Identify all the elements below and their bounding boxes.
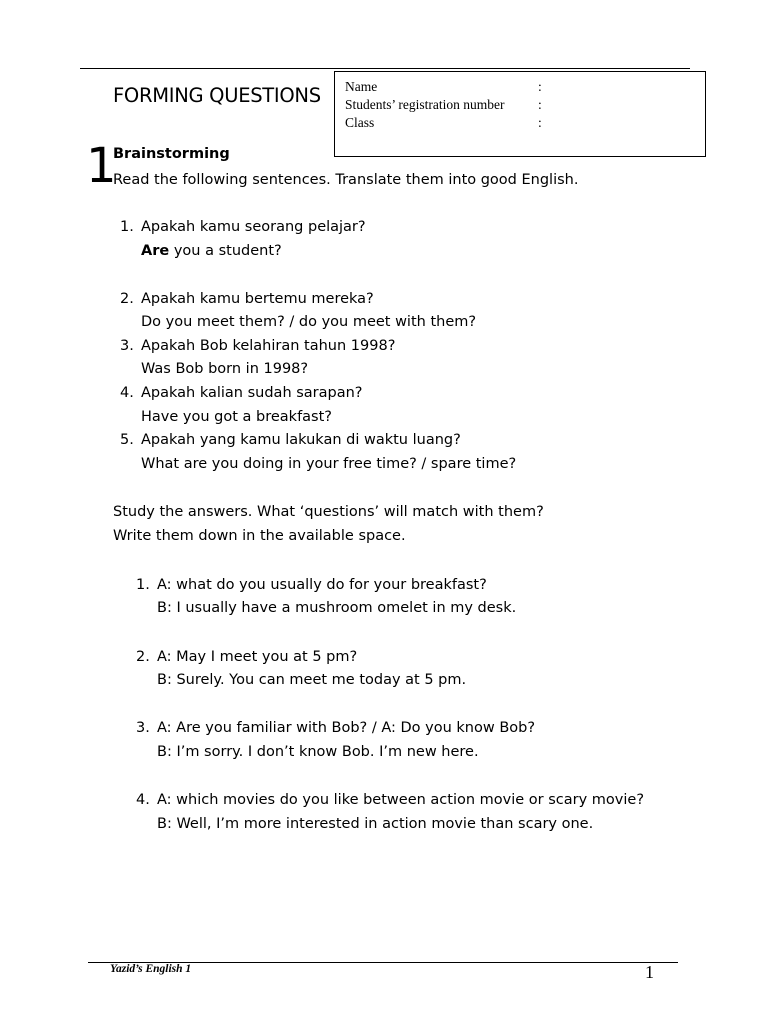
study-instruction-line: Write them down in the available space. [113, 528, 406, 544]
dialogue-answer: B: Well, I’m more interested in action movie than scary one. [157, 816, 594, 832]
info-colon: : [538, 97, 542, 112]
item-source: Apakah kamu seorang pelajar? [141, 219, 366, 235]
section-number: 1 [86, 138, 115, 194]
item-answer [141, 241, 282, 261]
item-answer: Was Bob born in 1998? [141, 361, 309, 377]
dialogue-answer: B: Surely. You can meet me today at 5 pm. [157, 672, 467, 688]
item-answer: Have you got a breakfast? [141, 409, 332, 425]
dialogue-question: A: Are you familiar with Bob? / A: Do you know Bob? [157, 720, 536, 736]
item-source: Apakah Bob kelahiran tahun 1998? [141, 338, 396, 354]
item-answer: What are you doing in your free time? / spare time? [141, 456, 517, 472]
item-source: Apakah yang kamu lakukan di waktu luang? [141, 432, 461, 448]
item-answer-rest: you a student? [169, 243, 282, 259]
page-number: 1 [645, 962, 654, 982]
dialogue-question: A: what do you usually do for your breakfast? [157, 577, 487, 593]
item-number: 3. [120, 338, 134, 354]
item-number: 4. [136, 792, 150, 808]
item-number: 2. [136, 649, 150, 665]
page-title: FORMING QUESTIONS [113, 84, 321, 107]
info-row-class [345, 114, 705, 132]
info-colon: : [538, 115, 542, 130]
info-row-name [345, 78, 705, 96]
section-title: Brainstorming [113, 146, 230, 162]
item-source: Apakah kalian sudah sarapan? [141, 385, 363, 401]
item-number: 1. [136, 577, 150, 593]
footer-title: Yazid’s English 1 [110, 963, 192, 975]
dialogue-answer: B: I usually have a mushroom omelet in my desk. [157, 600, 517, 616]
study-instruction-line: Study the answers. What ‘questions’ will match with them? [113, 504, 544, 520]
item-number: 4. [120, 385, 134, 401]
item-answer: Do you meet them? / do you meet with them? [141, 314, 477, 330]
section-instruction: Read the following sentences. Translate them into good English. [113, 172, 579, 188]
dialogue-question: A: which movies do you like between action movie or scary movie? [157, 792, 645, 808]
student-info-box [334, 71, 706, 157]
dialogue-question: A: May I meet you at 5 pm? [157, 649, 358, 665]
item-source: Apakah kamu bertemu mereka? [141, 291, 374, 307]
item-number: 3. [136, 720, 150, 736]
info-row-registration-number [345, 96, 705, 114]
info-colon: : [538, 79, 542, 94]
top-rule [80, 68, 690, 69]
dialogue-answer: B: I’m sorry. I don’t know Bob. I’m new here. [157, 744, 479, 760]
item-answer-lead: Are [141, 243, 170, 259]
item-number: 1. [120, 219, 134, 235]
info-label: Name [345, 79, 378, 94]
item-number: 2. [120, 291, 134, 307]
info-label: Students’ registration number [345, 97, 505, 112]
info-label: Class [345, 115, 375, 130]
item-number: 5. [120, 432, 134, 448]
